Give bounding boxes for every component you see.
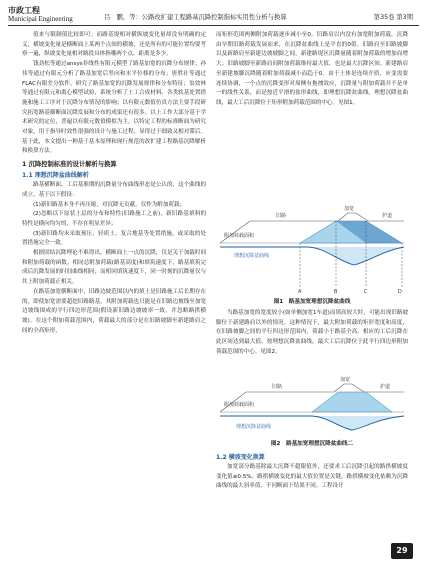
marker-c: C xyxy=(364,289,368,295)
load-area-fill xyxy=(312,392,392,412)
paragraph: 值来与限制值比较即可；而路基堤相对横纵坡变化量却没有明确的定义，横坡变化量是横断面上某两个点间的横坡，还是所有的可能位置均要考察一遍，纵坡变化量相对路段具体指哪两个点、距离是多少。 xyxy=(22,32,206,58)
journal-title-cn: 市政工程 xyxy=(8,6,40,15)
load-area-label: 附加荷载面积 xyxy=(224,402,255,408)
guardrail-label: 护道 xyxy=(380,384,391,390)
paragraph: 在路基加宽横断面中，旧路边坡范围以内的填土是旧路施工后长期存在的，即使加宽需要超挖旧路路基，其附加荷载也只能是在旧路边坡线至加宽边坡线围成的平行四边形范围(假设新旧路边坡坡率一致，并忽略路拱横坡)。在这个附加荷载范围内，荷载最大的部分是在旧路坡脚至新建路肩之间的全高矩形， xyxy=(22,288,206,334)
paragraph: 钱劲松等通过ansys非线性有限元模型了路基加宽的沉降分布规律；孙伟等通过有限元分析了路基加宽后竖向和水平位移的分布；唐胜社等通过FLAC有限差分软件，研究了路基加宽的沉降发展规律和分布特征；翁效林等通过有限元和离心模型试验，系统分析了土工合成材料、各类软基处置措施和施工工序对于沉降分布情况的影响；以有限元数值仿真方法主要手段研究拓宽路基横断面沉降发展和分布的成果还有很多。以上工作大部分基于学术研究的定位，普遍以有限元数值模拟为主，以特定工程的标准断面为研究对象，用于指导时效性很强的设计与施工过程，显得过于细致又相对滞后。基于此，本文提出一种基于基本原理和现行规范的改扩建工程路基沉降解析和换算方法。 xyxy=(22,61,206,155)
widened-label: 加宽 xyxy=(344,206,355,212)
right-column-top xyxy=(216,31,408,109)
marker-a: A xyxy=(298,289,302,295)
page-number: 29 xyxy=(391,543,413,559)
figure-1 xyxy=(216,191,408,296)
paragraph: (2)忽略以下原状土层的分布和特性(旧路施工之前)，新旧路基填料的特性是横向均匀的，不存在明显差异； xyxy=(22,211,206,227)
old-road-label: 旧路 xyxy=(276,213,287,219)
old-road-label: 旧路 xyxy=(272,384,283,390)
figure-2 xyxy=(216,372,408,438)
running-title: 吕 鹏，等：公路改扩建工程路基沉降控制指标实用性分析与换算 xyxy=(104,14,287,21)
right-column-bottom xyxy=(216,452,408,492)
section-heading: 1 沉降控制标准的设计解析与换算 xyxy=(22,161,117,169)
figure-1-diagram xyxy=(216,191,408,296)
settlement-curve-label: 理想沉降盆曲线 xyxy=(236,424,272,430)
left-column xyxy=(22,31,206,336)
paragraph: 而矩形范围两侧附加荷载逐步减小至0。旧路肩以内没有加宽附加荷载，沉降由早期旧路荷载发展而来，在沉降盆曲线上是平直的0值。旧路肩至旧路坡脚以及新路肩至新建边坡坡脚之间，新建路堤区沉降量随着附加荷载的增加而增大；旧路坡脚至新路肩间附加荷载维持最大值，也是最大沉降区间。新建路肩至新建坡脚沉降随着附加荷载减小而趋于0。由于土体是连续介质，应变需要连续协调，一个点的沉降变形对周侧有拖拽效应，沉降量与附加荷载并不是单一的线性关系，而是按近平滑的盆形曲线，即理想沉降盆曲线。理想沉降盆曲线，最大工后沉降位于矩形附加荷载范围的中心。见图1。 xyxy=(216,32,408,106)
paragraph: (3)新旧路均未采取预压、轻质土、复合地基等处置措施，或采取的处置措施完全一致。 xyxy=(22,230,206,247)
widened-label: 加宽 xyxy=(340,377,351,383)
paragraph: (1)新旧路基本身不再压缩，对沉降无贡献，仅作为附加荷载； xyxy=(33,201,186,208)
journal-title-en: Municipal Engineering xyxy=(8,15,73,23)
paragraph: 当路基加宽的宽度较小(如单侧加宽1车道)而填高较大时，可能出现旧路坡脚位于新建路肩以外的情况。这种情况下，最大附加荷载的矩形宽度和高度，在旧路坡脚之间的平行四边形范围内，荷载小于路基全高。相应的工后沉降在此区间达到最大值。按理想沉降盆曲线，最大工后沉降位于此平行四边形附加荷载范围的中心。见图2。 xyxy=(216,310,408,355)
subsection-heading: 1.1 理想沉降盆曲线解析 xyxy=(22,172,89,180)
marker-d: D xyxy=(398,289,402,295)
right-column-mid xyxy=(216,309,408,358)
load-area-label: 附加荷载面积 xyxy=(224,233,255,239)
paragraph: 加宽部分路基除最大沉降不超限值外，还要求工后沉降引起的路拱横坡度变化值≤0.5%。路拱横坡变化的最大值位置是关键，路拱横坡变化依赖为沉降曲线的最大斜率值，不同断面下结果不同。工程设计 xyxy=(216,464,408,490)
figure-2-caption: 图2 路基加宽理想沉降盆曲线二 xyxy=(270,441,354,447)
marker-b: B xyxy=(334,289,338,295)
figure-2-diagram xyxy=(216,372,408,438)
header-rule xyxy=(8,25,419,26)
figure-1-caption: 图1 路基加宽理想沉降盆曲线 xyxy=(273,299,351,305)
subsection-heading: 1.2 横坡变化换算 xyxy=(216,454,265,461)
paragraph: 路基横断面、工后基准期的沉降量分布曲线形态是公认的，这个曲线的成立，基于以下假设： xyxy=(22,182,206,198)
settlement-curve-label: 理想沉降盆曲线 xyxy=(234,253,270,259)
guardrail-label: 护道 xyxy=(382,213,393,219)
paragraph: 根据固结沉降理论不难得出，横断面上一点的沉降，仅是关于加载时间和附加荷载的函数。相同总附加荷载(路基高度)和填筑速度下，路基填筑完成后沉降发展的时间曲线相同；而相同填筑速度下，同一时刻的沉降量仅与其上附加荷载正相关。 xyxy=(22,250,206,286)
issue-label: 第35卷 第3期 xyxy=(373,14,413,21)
